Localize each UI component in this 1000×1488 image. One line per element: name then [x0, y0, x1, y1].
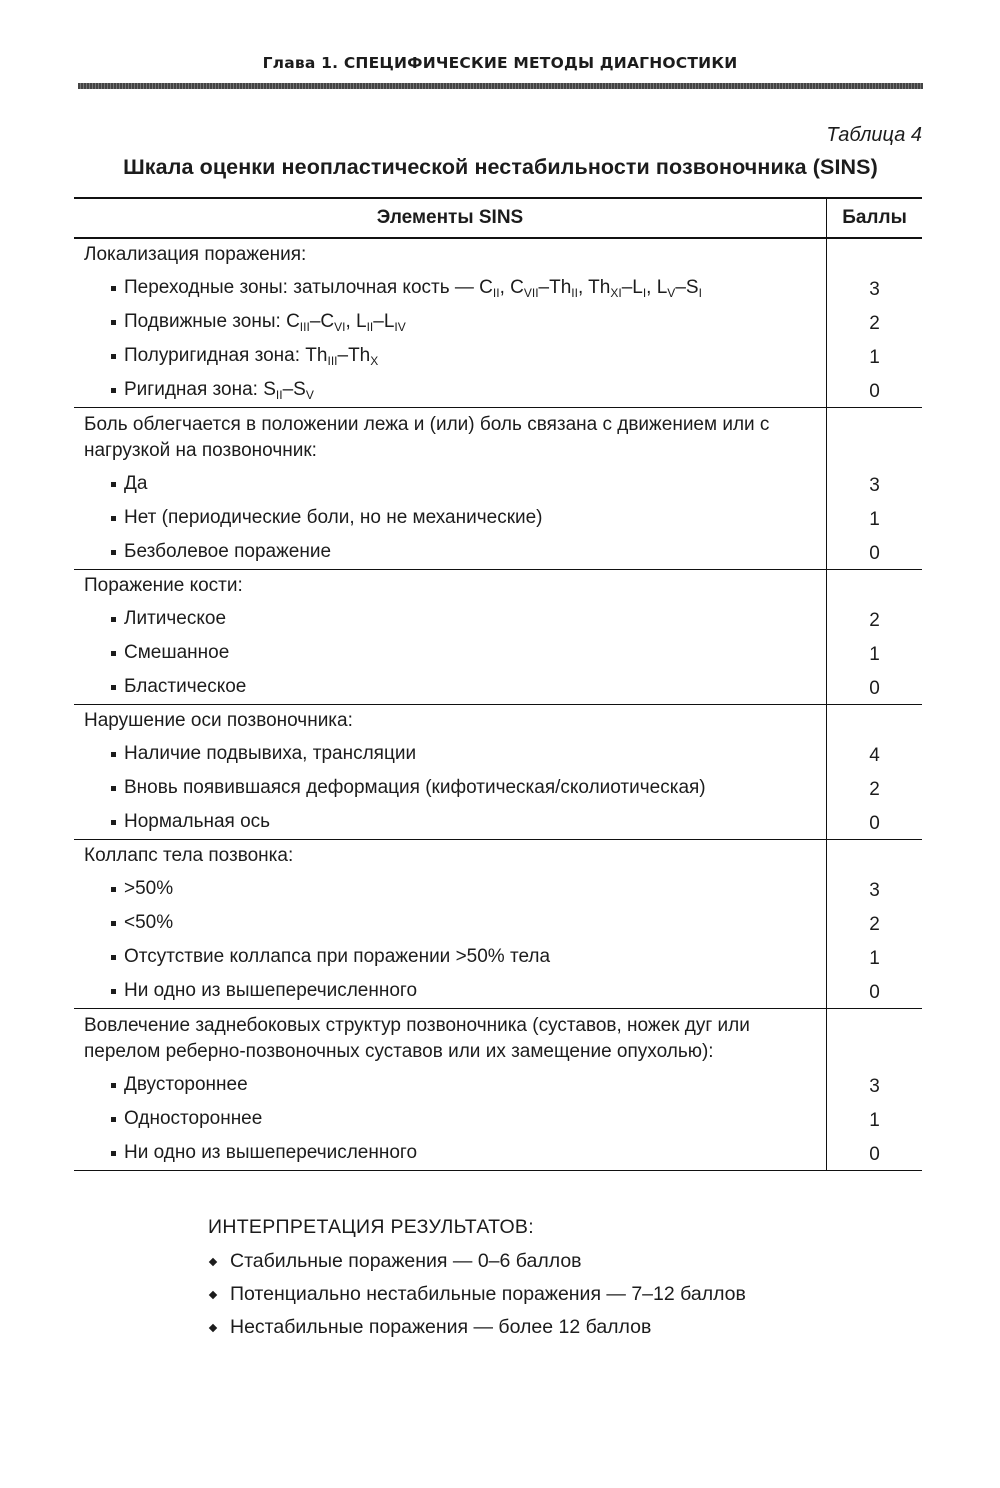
criterion-item — [74, 940, 826, 974]
interpretation-item: Потенциально нестабильные поражения — 7–12 баллов — [208, 1278, 746, 1311]
group-title: Нарушение оси позвоночника: — [84, 710, 353, 731]
label-fragment: –L — [373, 311, 395, 332]
column-header-elements: Элементы SINS — [74, 198, 827, 238]
subscript: II — [571, 286, 578, 300]
label-fragment: , Th — [577, 277, 611, 298]
table-caption: Шкала оценки неопластической нестабильности позвоночника (SINS) — [123, 155, 878, 179]
criterion-item — [74, 636, 826, 670]
criterion-points: 1 — [869, 347, 880, 368]
criterion-label: Ни одно из вышеперечисленного — [124, 980, 418, 1001]
criterion-points: 2 — [869, 914, 880, 935]
table-group — [74, 570, 922, 705]
criterion-label: Нет (периодические боли, но не механические) — [124, 507, 543, 528]
criterion-item — [74, 1068, 826, 1102]
group-elements-cell — [74, 570, 827, 705]
label-fragment: –Th — [337, 345, 371, 366]
interpretation-item: Нестабильные поражения — более 12 баллов — [208, 1311, 746, 1344]
points-spacer — [827, 840, 922, 872]
criterion-points: 0 — [869, 543, 880, 564]
criterion-points: 0 — [869, 678, 880, 699]
column-header-points: Баллы — [827, 198, 923, 238]
criterion-label: Наличие подвывиха, трансляции — [124, 743, 417, 764]
subscript: II — [275, 388, 283, 402]
subscript: II — [366, 320, 374, 334]
group-points-cell — [827, 238, 923, 408]
group-points-cell — [827, 1009, 923, 1171]
label-fragment: , L — [646, 277, 668, 298]
criterion-item — [74, 974, 826, 1008]
group-elements-cell — [74, 840, 827, 1009]
label-fragment: Переходные зоны: затылочная кость — C — [124, 277, 493, 298]
label-fragment: –S — [282, 379, 306, 400]
criterion-label: Безболевое поражение — [124, 541, 332, 562]
criterion-label: Отсутствие коллапса при поражении >50% тела — [124, 946, 551, 967]
criterion-item — [74, 271, 826, 305]
group-points-cell — [827, 705, 923, 840]
table-number: Таблица 4 — [826, 124, 922, 146]
criterion-label: Нормальная ось — [124, 811, 271, 832]
criterion-points: 2 — [869, 610, 880, 631]
criterion-points: 3 — [869, 880, 880, 901]
label-fragment: –S — [675, 277, 699, 298]
subscript: I — [698, 286, 702, 300]
group-title: Коллапс тела позвонка: — [84, 845, 294, 866]
criterion-label: Одностороннее — [124, 1108, 263, 1129]
group-elements-cell — [74, 705, 827, 840]
criterion-label: Ни одно из вышеперечисленного — [124, 1142, 418, 1163]
group-title: Вовлечение заднебоковых структур позвоночника (суставов, ножек дуг или перелом реберно-позвоночных суставов или их замещение опухолью): — [84, 1015, 750, 1062]
group-elements-cell — [74, 1009, 827, 1171]
points-spacer — [827, 408, 922, 467]
label-fragment: , L — [345, 311, 367, 332]
criterion-item — [74, 771, 826, 805]
criterion-label: Вновь появившаяся деформация (кифотическая/сколиотическая) — [124, 777, 706, 798]
subscript: III — [299, 320, 310, 334]
criterion-points: 0 — [869, 381, 880, 402]
subscript: I — [642, 286, 647, 300]
criterion-label: Смешанное — [124, 642, 230, 663]
running-head: Глава 1. СПЕЦИФИЧЕСКИЕ МЕТОДЫ ДИАГНОСТИКИ — [262, 54, 738, 72]
criterion-item — [74, 467, 826, 501]
group-points-cell — [827, 570, 923, 705]
criterion-item — [74, 501, 826, 535]
table-group — [74, 238, 922, 408]
label-fragment: Подвижные зоны: C — [124, 311, 300, 332]
criterion-item — [74, 1136, 826, 1170]
group-points-cell — [827, 840, 923, 1009]
group-points-cell — [827, 408, 923, 570]
subscript: VI — [334, 320, 346, 334]
criterion-points: 2 — [869, 313, 880, 334]
subscript: II — [492, 286, 500, 300]
criterion-label: <50% — [124, 912, 174, 933]
criterion-item — [74, 535, 826, 569]
criterion-label: Двустороннее — [124, 1074, 248, 1095]
label-fragment: , C — [499, 277, 524, 298]
criterion-label: >50% — [124, 878, 174, 899]
points-spacer — [827, 1009, 922, 1068]
criterion-points: 0 — [869, 982, 880, 1003]
sins-table — [74, 197, 922, 1171]
label-fragment: Полуригидная зона: Th — [124, 345, 328, 366]
criterion-label: Литическое — [124, 608, 227, 629]
criterion-points: 2 — [869, 779, 880, 800]
criterion-item — [74, 339, 826, 373]
criterion-label: Да — [124, 473, 148, 494]
criterion-label: Бластическое — [124, 676, 247, 697]
criterion-item — [74, 872, 826, 906]
criterion-points: 1 — [869, 644, 880, 665]
subscript: V — [305, 388, 314, 402]
group-title: Боль облегчается в положении лежа и (или) боль связана с движением или с нагрузкой на позвоночник: — [84, 414, 770, 461]
points-spacer — [827, 705, 922, 737]
subscript: IV — [394, 320, 406, 334]
criterion-item — [74, 805, 826, 839]
criterion-points: 3 — [869, 1076, 880, 1097]
criterion-item — [74, 670, 826, 704]
subscript: VII — [523, 286, 539, 300]
group-title: Локализация поражения: — [84, 244, 307, 265]
points-spacer — [827, 239, 922, 271]
table-group — [74, 705, 922, 840]
criterion-item — [74, 602, 826, 636]
label-fragment: –L — [621, 277, 643, 298]
subscript: XI — [610, 286, 622, 300]
subscript: X — [370, 354, 379, 368]
criterion-points: 0 — [869, 1144, 880, 1165]
subscript: V — [667, 286, 676, 300]
criterion-label — [108, 311, 406, 332]
table-group — [74, 1009, 922, 1171]
header-rule — [78, 83, 923, 89]
interpretation-item: Стабильные поражения — 0–6 баллов — [208, 1245, 746, 1278]
criterion-item — [74, 373, 826, 407]
label-fragment: –C — [309, 311, 335, 332]
criterion-item — [74, 1102, 826, 1136]
criterion-label — [108, 379, 314, 400]
criterion-label — [108, 345, 378, 366]
interpretation — [208, 1213, 746, 1344]
points-spacer — [827, 570, 922, 602]
label-fragment: Ригидная зона: S — [124, 379, 276, 400]
criterion-points: 0 — [869, 813, 880, 834]
group-title: Поражение кости: — [84, 575, 243, 596]
criterion-points: 1 — [869, 509, 880, 530]
criterion-points: 3 — [869, 475, 880, 496]
criterion-label — [108, 277, 702, 298]
criterion-points: 1 — [869, 1110, 880, 1131]
label-fragment: –Th — [538, 277, 572, 298]
group-elements-cell — [74, 408, 827, 570]
criterion-item — [74, 737, 826, 771]
table-group — [74, 408, 922, 570]
criterion-item — [74, 906, 826, 940]
table-group — [74, 840, 922, 1009]
criterion-points: 3 — [869, 279, 880, 300]
interpretation-title: ИНТЕРПРЕТАЦИЯ РЕЗУЛЬТАТОВ: — [208, 1216, 534, 1238]
group-elements-cell — [74, 238, 827, 408]
criterion-points: 1 — [869, 948, 880, 969]
criterion-item — [74, 305, 826, 339]
subscript: III — [327, 354, 338, 368]
criterion-points: 4 — [869, 745, 880, 766]
